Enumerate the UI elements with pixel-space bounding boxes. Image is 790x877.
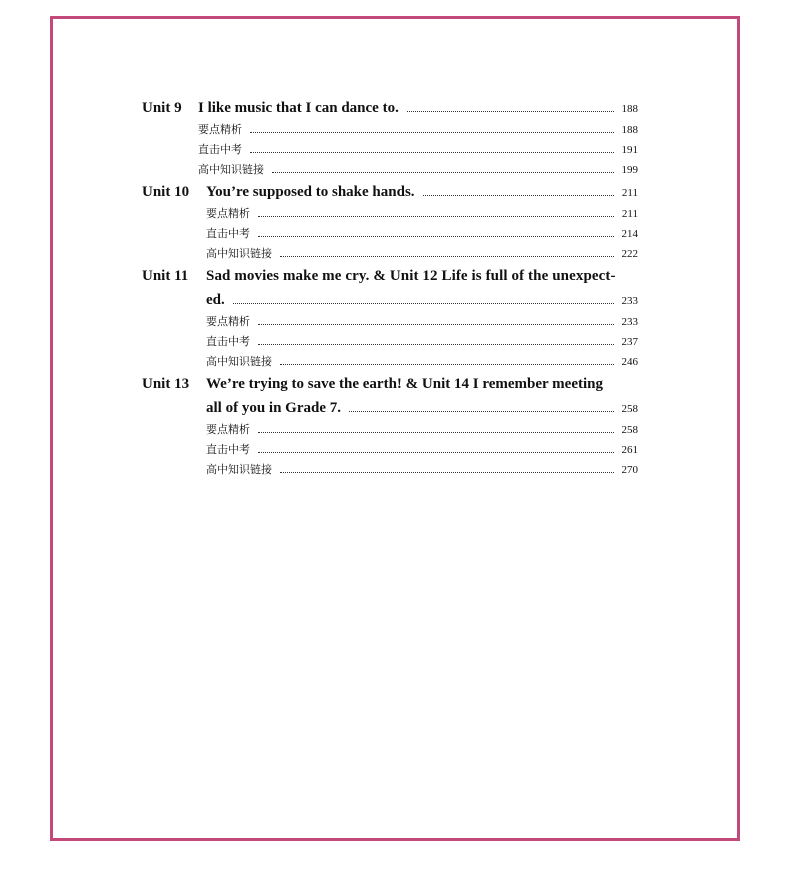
section-label: 高中知识链接: [206, 248, 272, 260]
toc-unit-13-heading-continued[interactable]: [142, 396, 638, 420]
toc-section[interactable]: [142, 440, 638, 460]
unit-title: We’re trying to save the earth! & Unit 14 I remember meeting: [206, 376, 603, 392]
dot-leader: [258, 323, 614, 325]
section-label: 直击中考: [206, 336, 250, 348]
unit-number: Unit 11: [142, 268, 189, 284]
toc-unit-9: [142, 96, 638, 180]
page-number: 258: [621, 424, 638, 436]
toc-section[interactable]: [142, 244, 638, 264]
section-label: 高中知识链接: [206, 356, 272, 368]
page-number: 214: [621, 228, 638, 240]
dot-leader: [258, 431, 614, 433]
page-number: 188: [621, 124, 638, 136]
page-number: 270: [621, 464, 638, 476]
dot-leader: [250, 131, 614, 133]
section-label: 高中知识链接: [206, 464, 272, 476]
section-label: 要点精析: [206, 208, 250, 220]
dot-leader: [272, 171, 614, 173]
page-number: 246: [621, 356, 638, 368]
dot-leader: [258, 235, 614, 237]
toc-section[interactable]: [142, 460, 638, 480]
page-number: 211: [621, 187, 638, 199]
page-number: 199: [621, 164, 638, 176]
unit-title: Sad movies make me cry. & Unit 12 Life is full of the unexpect-: [206, 268, 616, 284]
unit-title-continued: all of you in Grade 7.: [206, 400, 342, 416]
page-number: 233: [621, 316, 638, 328]
toc-section[interactable]: [142, 352, 638, 372]
toc-unit-13: [142, 372, 638, 480]
toc-section[interactable]: [142, 140, 638, 160]
page-number: 188: [621, 103, 638, 115]
toc-section[interactable]: [142, 224, 638, 244]
dot-leader: [280, 255, 614, 257]
unit-title-continued: ed.: [206, 292, 225, 308]
dot-leader: [258, 215, 614, 217]
toc-section[interactable]: [142, 420, 638, 440]
toc-unit-11: [142, 264, 638, 372]
dot-leader: [423, 194, 614, 196]
page-number: 191: [621, 144, 638, 156]
toc-unit-11-heading-continued[interactable]: [142, 288, 638, 312]
unit-number: Unit 10: [142, 184, 190, 200]
dot-leader: [280, 363, 614, 365]
page-number: 261: [621, 444, 638, 456]
toc-unit-10: [142, 180, 638, 264]
section-label: 要点精析: [206, 316, 250, 328]
table-of-contents: [142, 96, 638, 480]
toc-unit-13-heading[interactable]: [142, 372, 638, 396]
page-number: 233: [621, 295, 638, 307]
section-label: 直击中考: [206, 444, 250, 456]
dot-leader: [349, 410, 614, 412]
section-label: 要点精析: [198, 124, 242, 136]
page-number: 237: [621, 336, 638, 348]
dot-leader: [258, 451, 614, 453]
page-number: 222: [621, 248, 638, 260]
unit-number: Unit 9: [142, 100, 182, 116]
dot-leader: [258, 343, 614, 345]
page-number: 258: [621, 403, 638, 415]
toc-unit-11-heading[interactable]: [142, 264, 638, 288]
toc-section[interactable]: [142, 160, 638, 180]
toc-unit-10-heading[interactable]: [142, 180, 638, 204]
toc-unit-9-heading[interactable]: [142, 96, 638, 120]
toc-section[interactable]: [142, 204, 638, 224]
toc-section[interactable]: [142, 120, 638, 140]
dot-leader: [407, 110, 614, 112]
dot-leader: [250, 151, 614, 153]
toc-section[interactable]: [142, 332, 638, 352]
unit-title: You’re supposed to shake hands.: [206, 184, 415, 200]
page-number: 211: [621, 208, 638, 220]
dot-leader: [280, 471, 614, 473]
toc-section[interactable]: [142, 312, 638, 332]
unit-title: I like music that I can dance to.: [198, 100, 399, 116]
section-label: 要点精析: [206, 424, 250, 436]
unit-number: Unit 13: [142, 376, 190, 392]
section-label: 直击中考: [206, 228, 250, 240]
section-label: 高中知识链接: [198, 164, 264, 176]
dot-leader: [233, 302, 614, 304]
section-label: 直击中考: [198, 144, 242, 156]
